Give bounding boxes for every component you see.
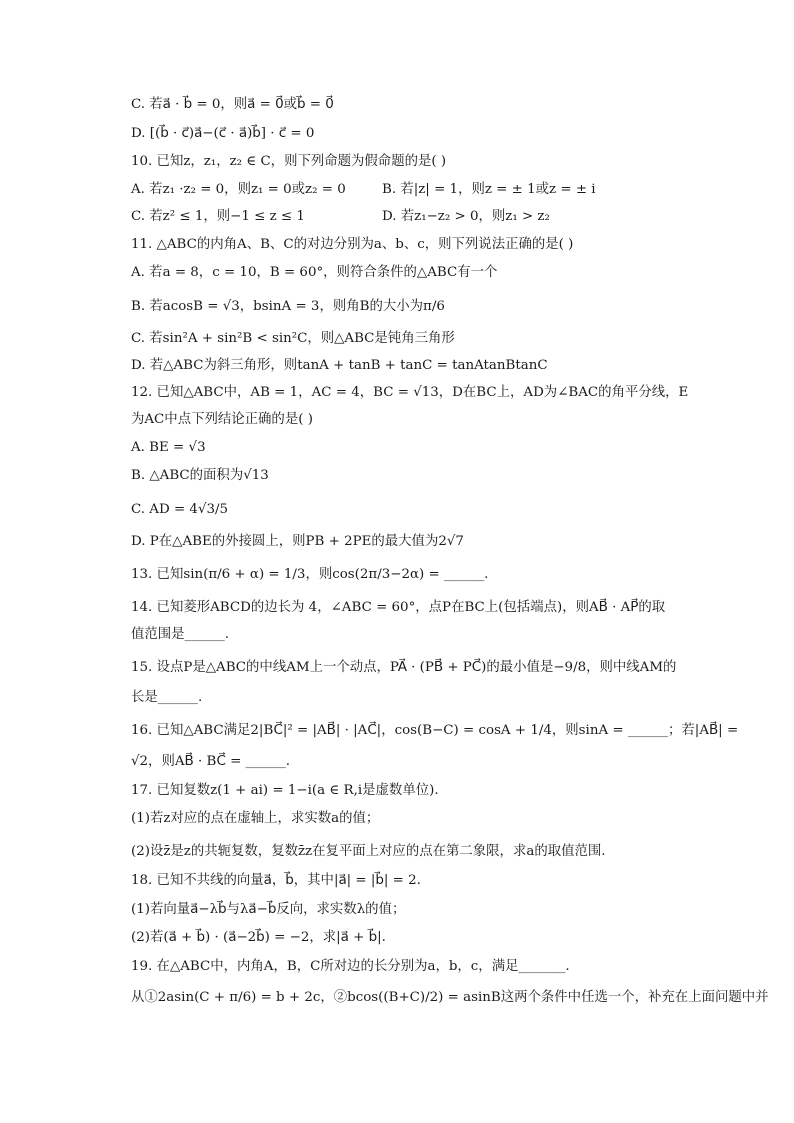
question-19: 19. 在△ABC中，内角A，B，C所对边的长分别为a，b，c，满足_______.	[131, 959, 570, 974]
question-18-part2: (2)若(a⃗ + b⃗) · (a⃗−2b⃗) = −2，求|a⃗ + b⃗|.	[131, 930, 386, 945]
question-17-part2: (2)设z̄是z的共轭复数，复数z̄z在复平面上对应的点在第二象限，求a的取值范围.	[131, 844, 606, 859]
question-17-part1: (1)若z对应的点在虚轴上，求实数a的值；	[131, 811, 380, 826]
option-12c: C. AD = 4√3/5	[131, 502, 229, 517]
question-12-cont: 为AC中点下列结论正确的是( )	[131, 412, 313, 427]
question-19-cont: 从①2asin(C + π/6) = b + 2c，②bcos((B+C)/2) = asinB这两个条件中任选一个，补充在上面问题中并	[131, 990, 769, 1005]
option-12b: B. △ABC的面积为√13	[131, 468, 269, 483]
question-18-part1: (1)若向量a⃗−λb⃗与λa⃗−b⃗反向，求实数λ的值；	[131, 902, 406, 917]
option-11b: B. 若acosB = √3，bsinA = 3，则角B的大小为π/6	[131, 299, 445, 314]
question-14: 14. 已知菱形ABCD的边长为 4，∠ABC = 60°，点P在BC上(包括端点)，则AB⃗ · AP⃗的取	[131, 600, 666, 615]
option-12a: A. BE = √3	[131, 440, 206, 455]
option-11a: A. 若a = 8，c = 10，B = 60°，则符合条件的△ABC有一个	[131, 265, 498, 280]
question-18: 18. 已知不共线的向量a⃗，b⃗，其中|a⃗| = |b⃗| = 2.	[131, 873, 421, 888]
option-9c: C. 若a⃗ · b⃗ = 0，则a⃗ = 0⃗或b⃗ = 0⃗	[131, 97, 334, 112]
question-14-cont: 值范围是______.	[131, 627, 229, 642]
question-16-cont: √2，则AB⃗ · BC⃗ = ______.	[131, 754, 291, 769]
question-17: 17. 已知复数z(1 + ai) = 1−i(a ∈ R,i是虚数单位).	[131, 783, 439, 798]
question-11: 11. △ABC的内角A、B、C的对边分别为a、b、c，则下列说法正确的是( )	[131, 237, 574, 252]
question-13: 13. 已知sin(π/6 + α) = 1/3，则cos(2π/3−2α) = ______.	[131, 567, 489, 582]
option-10b: B. 若|z| = 1，则z = ± 1或z = ± i	[382, 182, 596, 197]
question-15: 15. 设点P是△ABC的中线AM上一个动点，PA⃗ · (PB⃗ + PC⃗)的最小值是−9/8，则中线AM的	[131, 660, 677, 675]
question-15-cont: 长是______.	[131, 690, 203, 705]
option-9d: D. [(b⃗ · c⃗)a⃗−(c⃗ · a⃗)b⃗] · c⃗ = 0	[131, 126, 315, 141]
option-11d: D. 若△ABC为斜三角形，则tanA + tanB + tanC = tanAtanBtanC	[131, 358, 548, 373]
question-10: 10. 已知z，z₁，z₂ ∈ C，则下列命题为假命题的是( )	[131, 154, 447, 169]
question-12: 12. 已知△ABC中，AB = 1，AC = 4，BC = √13，D在BC上，AD为∠BAC的角平分线，E	[131, 385, 689, 400]
question-16: 16. 已知△ABC满足2|BC⃗|² = |AB⃗| · |AC⃗|，cos(B−C) = cosA + 1/4，则sinA = ______；若|AB⃗| =	[131, 723, 739, 738]
option-11c: C. 若sin²A + sin²B < sin²C，则△ABC是钝角三角形	[131, 331, 455, 346]
option-10d: D. 若z₁−z₂ > 0，则z₁ > z₂	[382, 209, 550, 224]
option-10a: A. 若z₁ ·z₂ = 0，则z₁ = 0或z₂ = 0	[131, 182, 346, 197]
option-10c: C. 若z² ≤ 1，则−1 ≤ z ≤ 1	[131, 209, 305, 224]
option-12d: D. P在△ABE的外接圆上，则PB + 2PE的最大值为2√7	[131, 534, 464, 549]
